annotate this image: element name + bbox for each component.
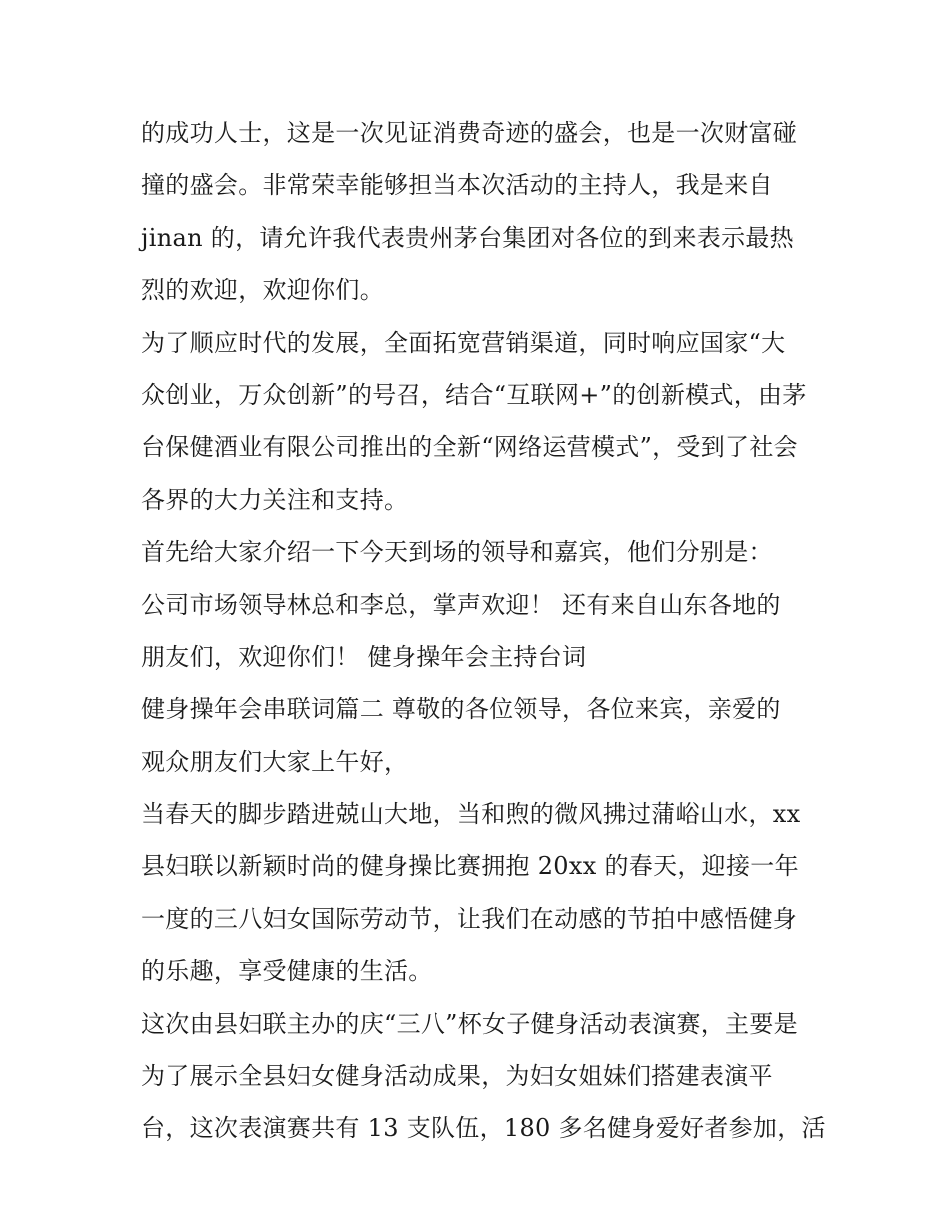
text-line: 健身操年会串联词篇二 尊敬的各位领导，各位来宾，亲爱的 [141, 695, 781, 724]
text-line: 撞的盛会。非常荣幸能够担当本次活动的主持人，我是来自 [141, 171, 773, 200]
text-line: 的乐趣，享受健康的生活。 [141, 957, 433, 986]
text-line: 众创业，万众创新”的号召，结合“互联网+”的创新模式，由茅 [141, 380, 807, 409]
text-line: 为了展示全县妇女健身活动成果，为妇女姐妹们搭建表演平 [141, 1062, 773, 1091]
text-line: 的成功人士，这是一次见证消费奇迹的盛会，也是一次财富碰 [141, 119, 798, 147]
text-line: 一度的三八妇女国际劳动节，让我们在动感的节拍中感悟健身 [141, 904, 798, 933]
text-line: 台，这次表演赛共有 13 支队伍，180 多名健身爱好者参加，活 [141, 1114, 826, 1143]
text-line: 各界的大力关注和支持。 [141, 485, 409, 514]
text-line: 这次由县妇联主办的庆“三八”杯女子健身活动表演赛，主要是 [141, 1009, 798, 1038]
text-line: 台保健酒业有限公司推出的全新“网络运营模式”，受到了社会 [141, 433, 798, 462]
text-line: 烈的欢迎，欢迎你们。 [141, 276, 384, 305]
document-body [141, 107, 826, 1155]
text-line: 公司市场领导林总和李总，掌声欢迎！ 还有来自山东各地的 [141, 590, 781, 619]
text-line: 首先给大家介绍一下今天到场的领导和嘉宾，他们分别是： [141, 538, 773, 567]
text-line: 观众朋友们大家上午好， [141, 747, 409, 776]
text-line: 县妇联以新颖时尚的健身操比赛拥抱 20xx 的春天，迎接一年 [141, 852, 799, 881]
text-line: 为了顺应时代的发展，全面拓宽营销渠道，同时响应国家“大 [141, 328, 786, 357]
text-line: 当春天的脚步踏进兢山大地，当和煦的微风拂过蒲峪山水，xx [141, 800, 801, 829]
text-line: 朋友们，欢迎你们！ 健身操年会主持台词 [141, 642, 587, 671]
text-line: jinan 的，请允许我代表贵州茅台集团对各位的到来表示最热 [141, 223, 794, 252]
